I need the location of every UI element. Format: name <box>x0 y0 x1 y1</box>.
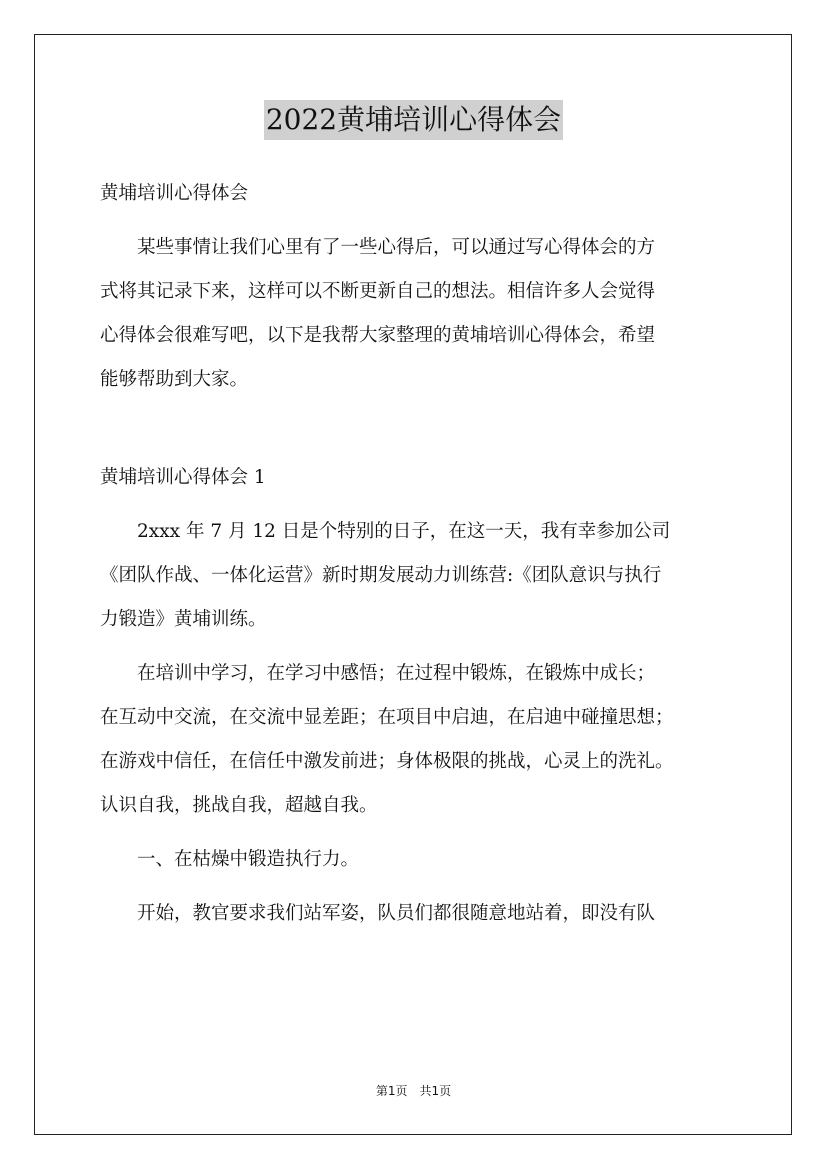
paragraph-4 <box>100 892 730 936</box>
paragraph-2 <box>100 652 730 828</box>
paragraph-line: 心得体会很难写吧，以下是我帮大家整理的黄埔培训心得体会，希望 <box>100 325 656 346</box>
section-heading: 黄埔培训心得体会 1 <box>100 467 266 488</box>
document-subtitle: 黄埔培训心得体会 <box>100 183 249 204</box>
paragraph-line: 2xxx 年 7 月 12 日是个特别的日子，在这一天，我有幸参加公司 <box>100 521 671 542</box>
paragraph-line: 能够帮助到大家。 <box>100 369 249 390</box>
page-footer: 第1页 共1页 <box>375 1084 452 1098</box>
paragraph-line: 在互动中交流，在交流中显差距；在项目中启迪，在启迪中碰撞思想； <box>100 707 674 728</box>
paragraph-line: 一、在枯燥中锻造执行力。 <box>100 849 360 870</box>
spacer <box>100 828 730 838</box>
spacer <box>100 216 730 226</box>
spacer <box>100 402 730 456</box>
paragraph-line: 开始，教官要求我们站军姿，队员们都很随意地站着，即没有队 <box>100 903 656 924</box>
paragraph-line: 式将其记录下来，这样可以不断更新自己的想法。相信许多人会觉得 <box>100 281 656 302</box>
paragraph-line: 在游戏中信任，在信任中激发前进；身体极限的挑战，心灵上的洗礼。 <box>100 751 674 772</box>
paragraph-line: 在培训中学习，在学习中感悟；在过程中锻炼，在锻炼中成长； <box>100 663 656 684</box>
paragraph-line: 《团队作战、一体化运营》新时期发展动力训练营:《团队意识与执行 <box>100 565 662 586</box>
paragraph-line: 某些事情让我们心里有了一些心得后，可以通过写心得体会的方 <box>100 237 656 258</box>
paragraph-3 <box>100 838 730 882</box>
paragraph-line: 认识自我，挑战自我，超越自我。 <box>100 795 378 816</box>
document-body <box>100 172 730 936</box>
title-wrapper <box>0 100 827 140</box>
spacer <box>100 642 730 652</box>
spacer <box>100 882 730 892</box>
spacer <box>100 500 730 510</box>
intro-paragraph <box>100 226 730 402</box>
document-title: 2022黄埔培训心得体会 <box>264 100 563 140</box>
paragraph-1 <box>100 510 730 642</box>
paragraph-line: 力锻造》黄埔训练。 <box>100 609 267 630</box>
